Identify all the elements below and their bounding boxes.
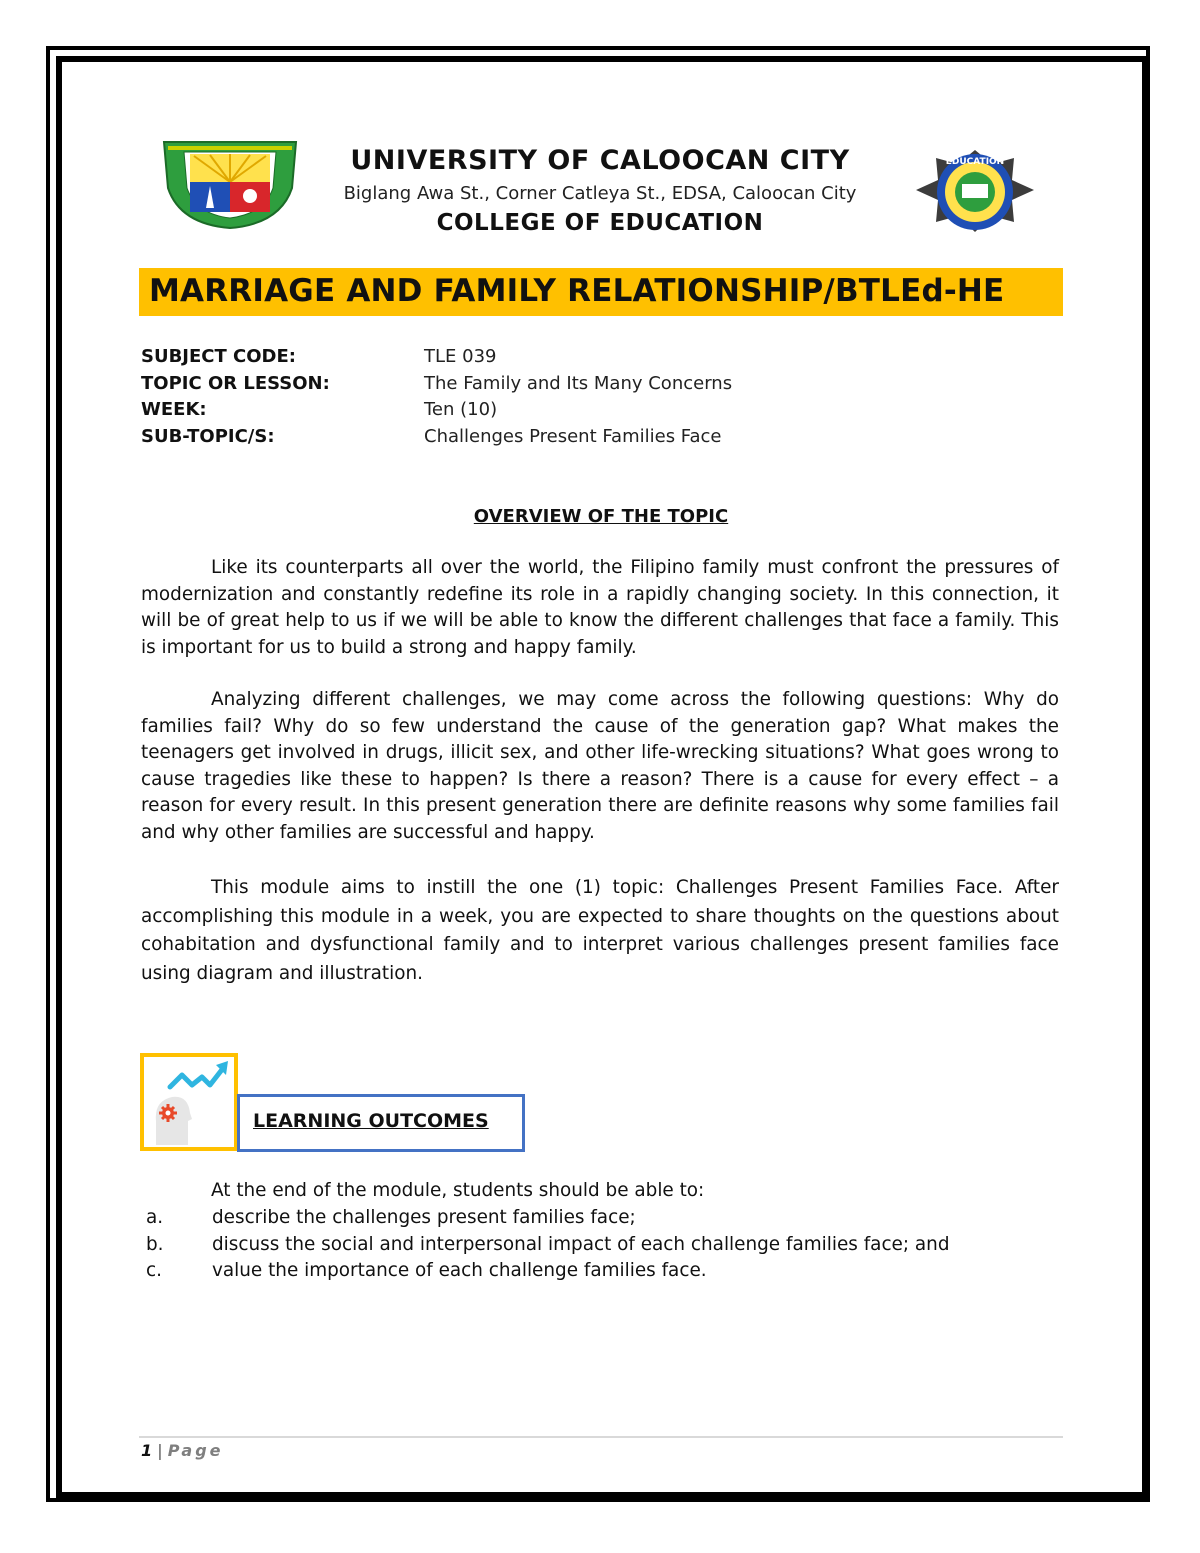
meta-label: TOPIC OR LESSON: xyxy=(141,372,330,394)
course-title-banner xyxy=(139,268,1063,316)
list-marker: c. xyxy=(146,1260,162,1281)
meta-label: SUBJECT CODE: xyxy=(141,346,296,367)
list-item-text: value the importance of each challenge families face. xyxy=(212,1260,707,1281)
university-seal-icon xyxy=(160,138,300,230)
page-number: 1 xyxy=(141,1441,153,1460)
overview-paragraph: This module aims to instill the one (1) topic: Challenges Present Families Face. After accomplishing this module in a week, you are expected to share thoughts on the questions about cohabitation and dysfunctional family and to interpret various challenges present families face using diagram and illustration. xyxy=(141,877,1059,984)
page-label: Page xyxy=(167,1441,224,1460)
overview-heading: OVERVIEW OF THE TOPIC xyxy=(473,506,729,527)
meta-value: Challenges Present Families Face xyxy=(424,425,722,447)
learning-outcomes-icon-frame xyxy=(140,1053,238,1151)
meta-value: TLE 039 xyxy=(424,346,497,367)
course-title: MARRIAGE AND FAMILY RELATIONSHIP/BTLEd-HE xyxy=(149,273,1005,309)
right-logo-text: EDUCATION xyxy=(945,157,1005,167)
overview-paragraph: Like its counterparts all over the world, the Filipino family must confront the pressures of modernization and constantly redefine its role in a rapidly changing society. In this connection, it will be of great help to us if we will be able to know the different challenges that face a family. This is important for us to build a strong and happy family. xyxy=(141,557,1059,658)
college-name: COLLEGE OF EDUCATION xyxy=(436,210,764,236)
footer-divider xyxy=(139,1436,1063,1438)
learning-outcomes-heading: LEARNING OUTCOMES xyxy=(253,1110,489,1132)
meta-label: SUB-TOPIC/S: xyxy=(141,425,275,447)
college-of-education-seal-icon xyxy=(900,150,1050,236)
learning-outcomes-heading-box xyxy=(237,1094,525,1152)
university-address: Biglang Awa St., Corner Catleya St., EDSA, Caloocan City xyxy=(343,183,857,204)
page-footer xyxy=(141,1441,224,1460)
learning-outcomes-intro: At the end of the module, students should be able to: xyxy=(211,1180,705,1201)
list-item-text: describe the challenges present families face; xyxy=(212,1207,636,1228)
list-marker: b. xyxy=(146,1233,164,1255)
list-item-text: discuss the social and interpersonal impact of each challenge families face; and xyxy=(212,1233,950,1255)
meta-label: WEEK: xyxy=(141,399,207,420)
university-name: UNIVERSITY OF CALOOCAN CITY xyxy=(350,145,850,176)
footer-separator: | xyxy=(157,1441,163,1460)
list-marker: a. xyxy=(146,1207,164,1228)
meta-value: Ten (10) xyxy=(424,399,498,420)
meta-value: The Family and Its Many Concerns xyxy=(424,372,733,394)
growth-chart-head-gear-icon xyxy=(144,1057,234,1147)
overview-paragraph: Analyzing different challenges, we may come across the following questions: Why do families fail? Why do so few understand the cause of the generation gap? What makes the teenagers get involved in drugs, illicit sex, and other life-wrecking situations? What goes wrong to cause tragedies like these to happen? Is there a reason? There is a cause for every effect – a reason for every result. In this present generation there are definite reasons why some families fail and why other families are successful and happy. xyxy=(141,689,1059,843)
